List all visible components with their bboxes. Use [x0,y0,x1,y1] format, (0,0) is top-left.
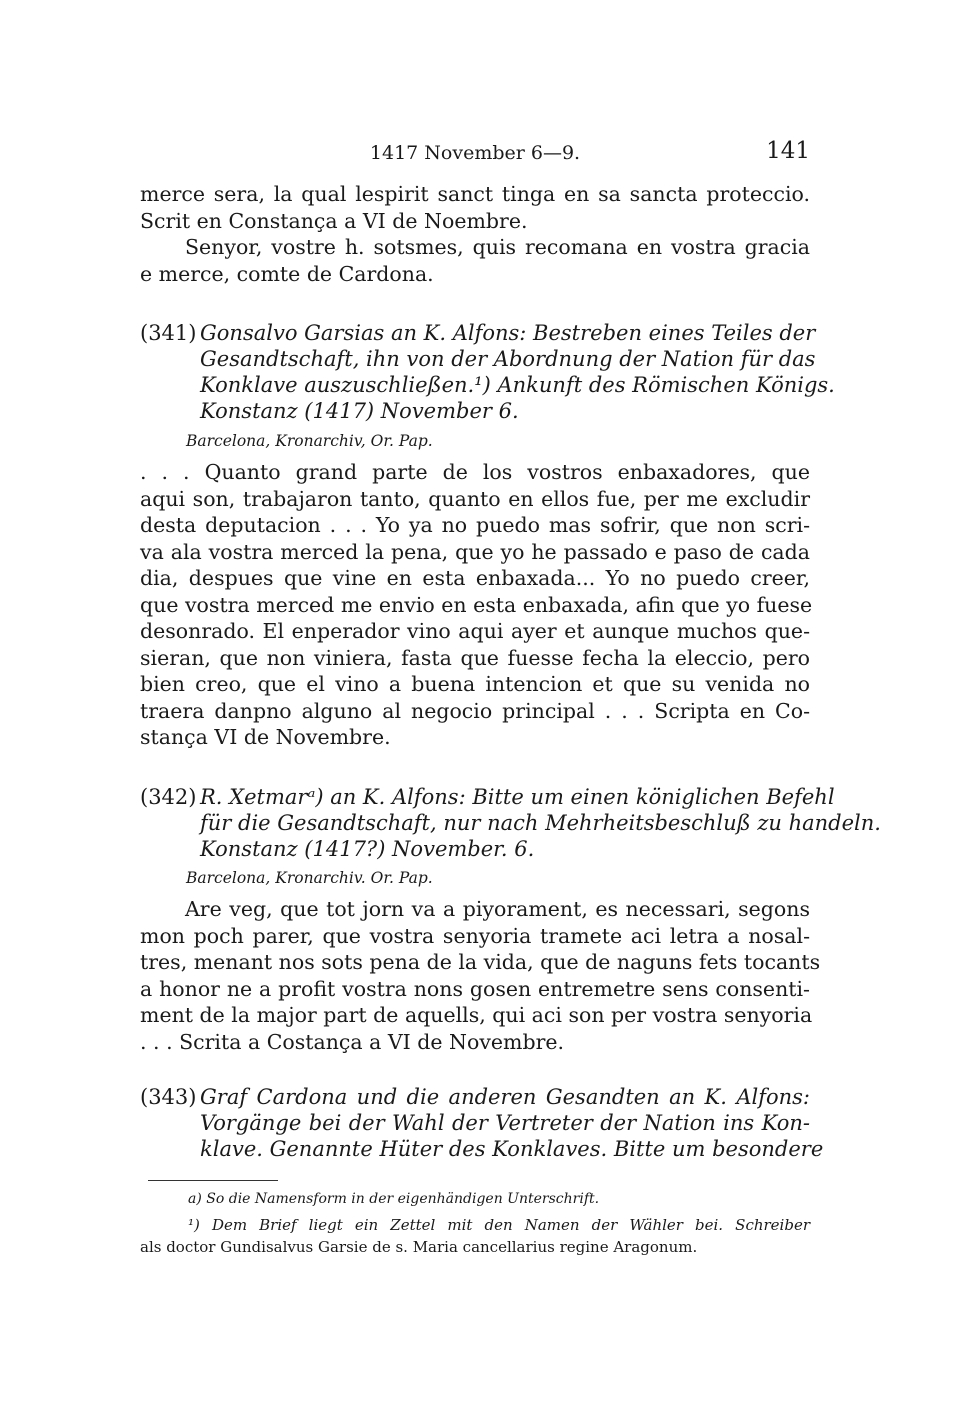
doc-343-heading [140,1084,824,1162]
doc-341-source: Barcelona, Kronarchiv, Or. Pap. [186,432,433,450]
heading-line: Konstanz (1417?) November. 6. [200,837,535,861]
heading-line: Vorgänge bei der Wahl der Vertreter der Nation ins Kon- [200,1111,810,1135]
intro-paragraph [140,181,810,287]
heading-line: Konklave auszuschließen.¹) Ankunft des Römischen Königs. [200,373,835,397]
text-line: va ala vostra merced la pena, que yo he passado e paso de cada [140,539,810,564]
text-line: Are veg, que tot jorn va a piyorament, es necessari, segons [185,897,810,921]
doc-342-body [140,896,821,1055]
heading-line: Gesandtschaft, ihn von der Abordnung der Nation für das [200,347,816,371]
heading-line: R. Xetmarᵃ) an K. Alfons: Bitte um einen königlichen Befehl [200,785,835,809]
doc-number: (342) [140,785,197,809]
footnote-rule [148,1180,278,1181]
text-line: sieran, que non viniera, fasta que fuesse fecha la eleccio, pero [140,645,810,670]
heading-line: Konstanz (1417) November 6. [200,399,519,423]
text-line: . . . Scrita a Costança a VI de Novembre. [140,1029,565,1054]
footnotes [140,1188,810,1258]
footnote-1-continued: als doctor Gundisalvus Garsie de s. Maria cancellarius regine Aragonum. [140,1238,698,1256]
text-line: a honor ne a profit vostra nons gosen entremetre sens consenti- [140,976,810,1001]
text-line: merce sera, la qual lespirit sanct tinga en sa sancta proteccio. [140,182,810,206]
heading-line: Gonsalvo Garsias an K. Alfons: Bestreben eines Teiles der [200,321,816,345]
text-line: tres, menant nos sots pena de la vida, que de naguns fets tocants [140,950,821,974]
text-line: . . . Quanto grand parte de los vostros enbaxadores, que [140,460,810,484]
text-line: dia, despues que vine en esta enbaxada... Yo no puedo creer, [140,566,810,590]
text-line: desta deputacion . . . Yo ya no puedo mas sofrir, que non scri- [140,513,810,537]
text-line: Senyor, vostre h. sotsmes, quis recomana en vostra gracia [185,235,810,259]
text-line: desonrado. El enperador vino aqui ayer et aunque muchos que- [140,619,810,643]
doc-number: (343) [140,1085,197,1109]
footnote-1: ¹) Dem Brief liegt ein Zettel mit den Namen der Wähler bei. Schreiber [188,1216,810,1234]
doc-number: (341) [140,321,197,345]
footnote-a: a) So die Namensform in der eigenhändigen Unterschrift. [188,1191,600,1207]
text-line: stança VI de Novembre. [140,725,391,749]
text-line: bien creo, que el vino a buena intencion et que su venida no [140,672,810,696]
text-line: mon poch parer, que vostra senyoria tramete aci letra a nosal- [140,923,810,948]
text-line: aqui son, trabajaron tanto, quanto en ellos fue, per me excludir [140,486,810,511]
running-head [140,138,810,168]
text-line: que vostra merced me envio en esta enbaxada, afin que yo fuese [140,592,813,617]
doc-341-body [140,459,813,751]
doc-342-source: Barcelona, Kronarchiv. Or. Pap. [186,869,433,887]
heading-line: klave. Genannte Hüter des Konklaves. Bitte um besondere [200,1137,824,1161]
heading-line: Graf Cardona und die anderen Gesandten an K. Alfons: [200,1085,810,1109]
text-line: ment de la major part de aquells, qui aci son per vostra senyoria [140,1003,813,1027]
heading-line: für die Gesandtschaft, nur nach Mehrheitsbeschluß zu handeln. [200,811,881,835]
text-line: Scrit en Constança a VI de Noembre. [140,208,528,233]
doc-342-heading [140,784,881,862]
running-head-title: 1417 November 6—9. [369,142,581,164]
text-line: traera danpno alguno al negocio principal . . . Scripta en Co- [140,698,810,723]
doc-341-heading [140,320,835,424]
text-line: e merce, comte de Cardona. [140,261,434,286]
page-number: 141 [766,138,810,164]
